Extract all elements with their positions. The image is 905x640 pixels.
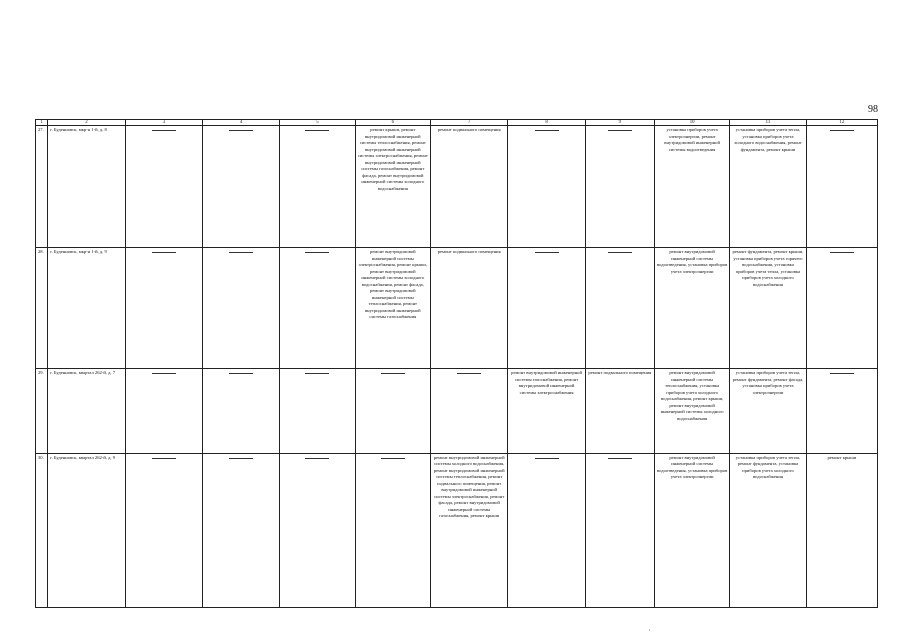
row-number-cell: 29. [36, 369, 48, 454]
footer-mark: ˙ [648, 628, 651, 637]
work-cell [202, 369, 279, 454]
work-cell: ремонт внутридомовой инженерной системы холодного водоснабжения, ремонт внутридомовой инженерной системы теплоснабжения, ремонт подвального помещения, ремонт внутридомовой инженерной системы электроснабжения, ремонт фасада, ремонт внутридомовой инженерной системы газоснабжения, ремонт крыши [430, 453, 507, 607]
header-cell: 3 [125, 120, 202, 126]
empty-dash [381, 458, 405, 459]
work-cell: установка приборов учета электроэнергии, ремонт внутридомовой инженерной системы водоотведения [654, 126, 729, 248]
empty-dash [152, 252, 176, 253]
table-row [36, 126, 878, 248]
header-cell: 5 [280, 120, 355, 126]
empty-dash [381, 373, 405, 374]
work-cell [355, 453, 430, 607]
work-cell: ремонт внутридомовой инженерной системы водоотведения, установка приборов учета электроэнергии [654, 248, 729, 369]
work-cell: ремонт крыши [806, 453, 877, 607]
empty-dash [305, 373, 329, 374]
table-body [36, 120, 878, 608]
work-cell [508, 453, 585, 607]
work-cell [280, 126, 355, 248]
empty-dash [457, 373, 481, 374]
work-cell [508, 126, 585, 248]
empty-dash [830, 252, 854, 253]
empty-dash [535, 130, 559, 131]
work-cell [125, 369, 202, 454]
row-number-cell: 30. [36, 453, 48, 607]
header-cell: 12 [806, 120, 877, 126]
empty-dash [305, 130, 329, 131]
empty-dash [305, 458, 329, 459]
header-cell: 11 [730, 120, 806, 126]
work-cell: установка приборов учета тепла, ремонт фундамента, установка приборов учета холодного водоснабжения [730, 453, 806, 607]
work-cell: ремонт внутридомовой инженерной системы теплоснабжения, установка приборов учета холодного водоснабжения, ремонт крыши, ремонт внутридомовой инженерной системы холодного водоснабжения [654, 369, 729, 454]
empty-dash [830, 130, 854, 131]
empty-dash [229, 373, 253, 374]
empty-dash [535, 458, 559, 459]
empty-dash [608, 130, 632, 131]
work-cell [806, 126, 877, 248]
work-cell [125, 248, 202, 369]
capital-repair-table [35, 119, 878, 608]
address-cell: г. Буденновск, мкр-н 1-й, д. 8 [48, 126, 125, 248]
work-cell: установка приборов учета тепла, установка приборов учета холодного водоснабжения, ремонт фундамента, ремонт крыши [730, 126, 806, 248]
work-cell [806, 369, 877, 454]
work-cell: ремонт фундамента, ремонт крыши, установка приборов учета горячего водоснабжения, установка приборов учета тепла, установка приборов учета холодного водоснабжения [730, 248, 806, 369]
work-cell: ремонт внутридомовой инженерной системы водоотведения, установка приборов учета электроэнергии [654, 453, 729, 607]
work-cell [202, 453, 279, 607]
header-cell: 9 [585, 120, 654, 126]
empty-dash [608, 252, 632, 253]
work-cell [280, 453, 355, 607]
work-cell [508, 248, 585, 369]
work-cell [585, 248, 654, 369]
address-cell: г. Буденновск, квартал 262-й, д. 9 [48, 453, 125, 607]
header-cell: 8 [508, 120, 585, 126]
work-cell: ремонт подвального помещения [430, 126, 507, 248]
work-cell [280, 369, 355, 454]
work-cell: ремонт подвального помещения [430, 248, 507, 369]
work-cell: установка приборов учета тепла, ремонт фундамента, ремонт фасада, установка приборов учета электроэнергии [730, 369, 806, 454]
page-number: 98 [868, 104, 878, 115]
work-cell [430, 369, 507, 454]
empty-dash [229, 130, 253, 131]
header-cell: 1 [36, 120, 48, 126]
header-cell: 2 [48, 120, 125, 126]
work-cell [355, 369, 430, 454]
work-cell [585, 453, 654, 607]
header-cell: 6 [355, 120, 430, 126]
empty-dash [305, 252, 329, 253]
work-cell [806, 248, 877, 369]
empty-dash [152, 373, 176, 374]
address-cell: г. Буденновск, квартал 262-й, д. 7 [48, 369, 125, 454]
work-cell [125, 126, 202, 248]
header-cell: 7 [430, 120, 507, 126]
work-cell [585, 126, 654, 248]
empty-dash [152, 130, 176, 131]
header-cell: 4 [202, 120, 279, 126]
table-row [36, 453, 878, 607]
empty-dash [608, 458, 632, 459]
row-number-cell: 27. [36, 126, 48, 248]
address-cell: г. Буденновск, мкр-н 1-й, д. 9 [48, 248, 125, 369]
work-cell [202, 248, 279, 369]
work-cell [125, 453, 202, 607]
table-row [36, 369, 878, 454]
work-cell [280, 248, 355, 369]
empty-dash [229, 458, 253, 459]
table-row [36, 248, 878, 369]
row-number-cell: 28. [36, 248, 48, 369]
empty-dash [229, 252, 253, 253]
work-cell: ремонт внутридомовой инженерной системы электроснабжения, ремонт крыши, ремонт внутридомовой инженерной системы холодного водоснабжения, ремонт фасада, ремонт внутридомовой инженерной системы теплоснабжения, ремонт внутридомовой инженерной системы газоснабжения [355, 248, 430, 369]
header-cell: 10 [654, 120, 729, 126]
empty-dash [535, 252, 559, 253]
empty-dash [152, 458, 176, 459]
empty-dash [830, 373, 854, 374]
work-cell [202, 126, 279, 248]
work-cell: ремонт подвального помещения [585, 369, 654, 454]
work-cell: ремонт внутридомовой инженерной системы газоснабжения, ремонт внутридомовой инженерной системы электроснабжения [508, 369, 585, 454]
work-cell: ремонт крыши, ремонт внутридомовой инженерной системы теплоснабжения, ремонт внутридомовой инженерной системы электроснабжения, ремонт внутридомовой инженерной системы газоснабжения, ремонт фасада, ремонт внутридомовой инженерной системы холодного водоснабжения [355, 126, 430, 248]
